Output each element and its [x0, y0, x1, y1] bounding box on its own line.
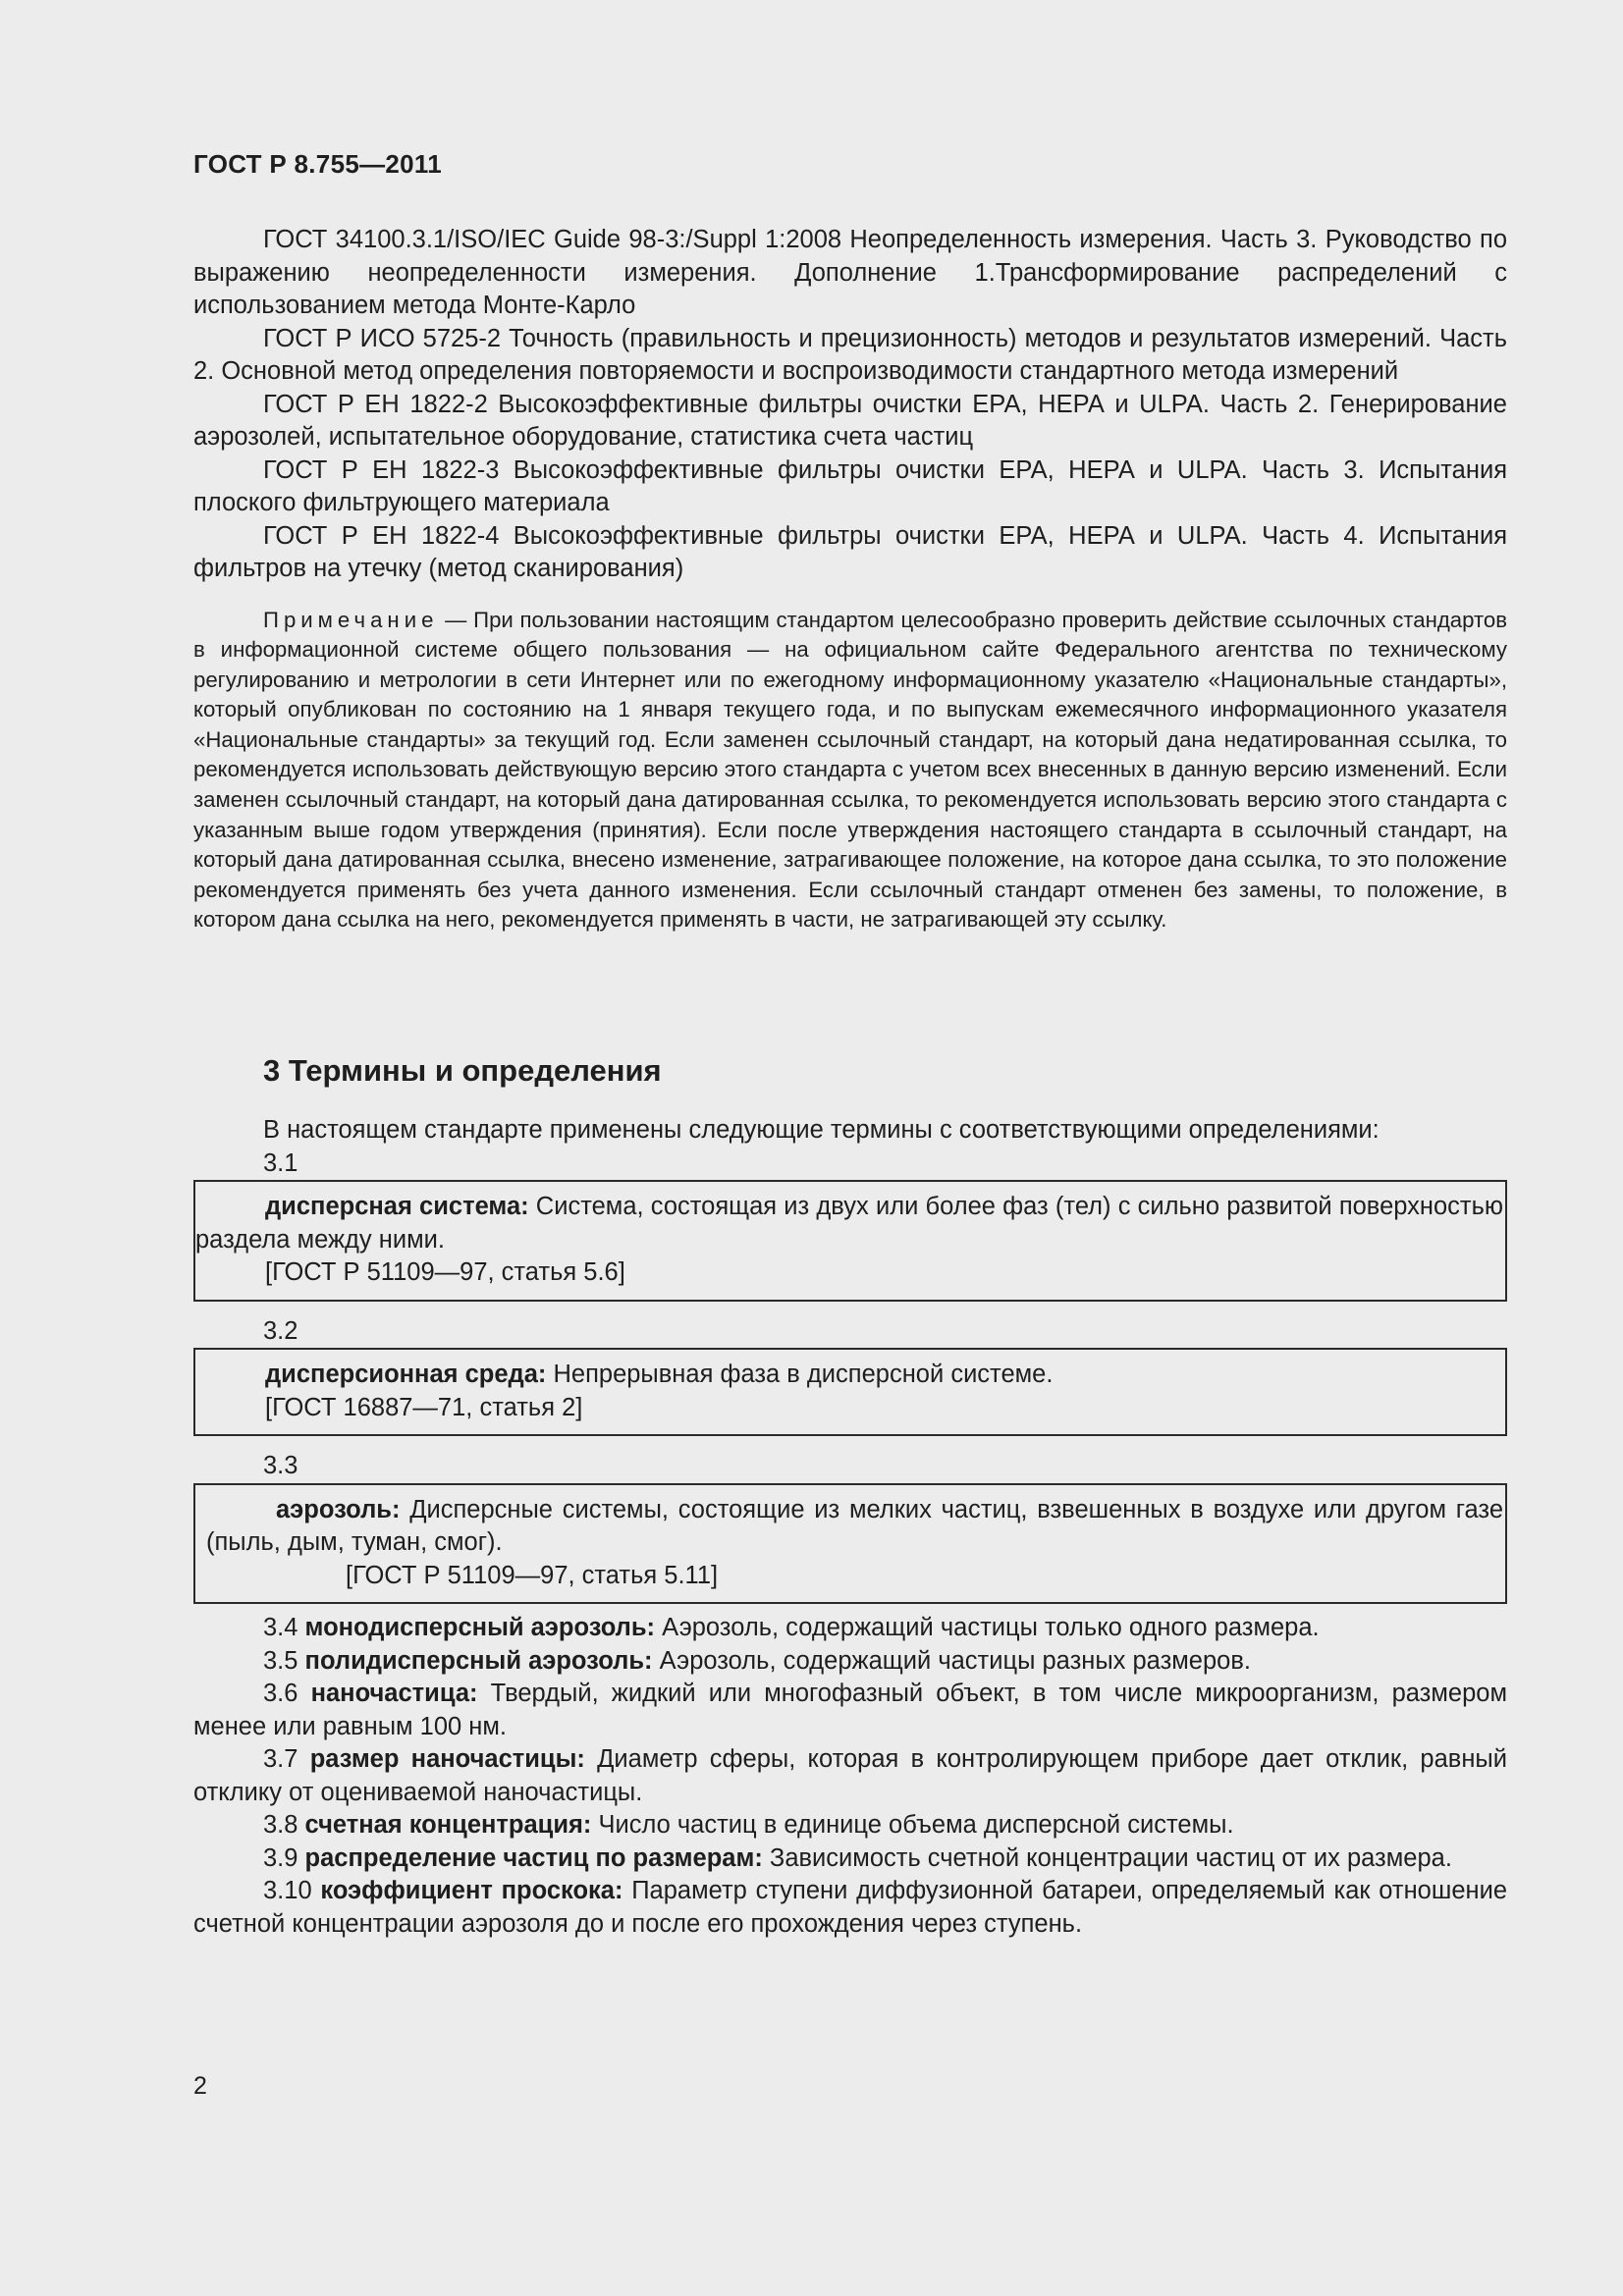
- term-name: коэффициент проскока:: [320, 1877, 623, 1905]
- term-box: [193, 1348, 1507, 1436]
- term-name: наночастица:: [310, 1680, 478, 1708]
- section-intro: В настоящем стандарте применены следующие термины с соответствующими определениями:: [263, 1116, 1380, 1145]
- term-definition: 3.6 наночастица: Твердый, жидкий или многофазный объект, в том числе микроорганизм, размером менее или равным 100 нм.: [193, 1680, 1507, 1740]
- term-name: полидисперсный аэрозоль:: [304, 1646, 653, 1675]
- term-source: [ГОСТ 16887—71, статья 2]: [265, 1393, 583, 1421]
- note-label: Примечание: [263, 607, 439, 632]
- normative-references: [193, 224, 1507, 586]
- term-number: 3.3: [263, 1452, 298, 1480]
- page-content: [193, 224, 1507, 1941]
- term-definition: 3.7 размер наночастицы: Диаметр сферы, которая в контролирующем приборе дает отклик, равный отклику от оцениваемой наночастицы.: [193, 1745, 1507, 1806]
- term-definition: аэрозоль: Дисперсные системы, состоящие из мелких частиц, взвешенных в воздухе или другом газе (пыль, дым, туман, смог).: [206, 1495, 1503, 1557]
- term-definition: 3.8 счетная концентрация: Число частиц в единице объема дисперсной системы.: [263, 1811, 1234, 1840]
- term-name: распределение частиц по размерам:: [304, 1843, 763, 1872]
- reference-item: ГОСТ Р ИСО 5725-2 Точность (правильность и прецизионность) методов и результатов измерений. Часть 2. Основной метод определения повторяемости и воспроизводимости стандартного метода измерений: [193, 324, 1507, 385]
- note-text: — При пользовании настоящим стандартом целесообразно проверить действие ссылочных стандартов в информационной системе общего пользования — на официальном сайте Федерального агентства по техническому регулированию и метрологии в сети Интернет или по ежегодному информационному указателю «Национальные стандарты», который опубликован по состоянию на 1 января текущего года, и по выпускам ежемесячного информационного указателя «Национальные стандарты» за текущий год. Если заменен ссылочный стандарт, на который дана недатированная ссылка, то рекомендуется использовать действующую версию этого стандарта с учетом всех внесенных в данную версию изменений. Если заменен ссылочный стандарт, на который дана датированная ссылка, то рекомендуется использовать версию этого стандарта с указанным выше годом утверждения (принятия). Если после утверждения настоящего стандарта в ссылочный стандарт, на который дана датированная ссылка, внесено изменение, затрагивающее положение, на которое дана ссылка, то это положение рекомендуется применять без учета данного изменения. Если ссылочный стандарт отменен без замены, то положение, в котором дана ссылка на него, рекомендуется применять в части, не затрагивающей эту ссылку.: [193, 607, 1507, 933]
- term-box: [193, 1180, 1507, 1302]
- reference-item: ГОСТ Р ЕН 1822-3 Высокоэффективные фильтры очистки ЕРА, НЕРА и ULPA. Часть 3. Испытания плоского фильтрующего материала: [193, 455, 1507, 516]
- term-source: [ГОСТ Р 51109—97, статья 5.11]: [346, 1561, 719, 1589]
- term-definition: 3.10 коэффициент проскока: Параметр ступени диффузионной батареи, определяемый как отношение счетной концентрации аэрозоля до и после его прохождения через ступень.: [193, 1877, 1508, 1938]
- term-name: монодисперсный аэрозоль:: [304, 1614, 656, 1642]
- reference-item: ГОСТ 34100.3.1/ISO/IEC Guide 98-3:/Suppl 1:2008 Неопределенность измерения. Часть 3. Руководство по выражению неопределенности измерения. Дополнение 1.Трансформирование распределений с использованием метода Монте-Карло: [193, 226, 1507, 319]
- term-name: размер наночастицы:: [309, 1745, 585, 1774]
- term-definition: дисперсионная среда: Непрерывная фаза в дисперсной системе.: [265, 1361, 1054, 1389]
- term-name: дисперсионная среда:: [265, 1361, 547, 1389]
- reference-item: ГОСТ Р ЕН 1822-4 Высокоэффективные фильтры очистки ЕРА, НЕРА и ULPA. Часть 4. Испытания фильтров на утечку (метод сканирования): [193, 521, 1507, 582]
- reference-item: ГОСТ Р ЕН 1822-2 Высокоэффективные фильтры очистки ЕРА, НЕРА и ULPA. Часть 2. Генерирование аэрозолей, испытательное оборудование, статистика счета частиц: [193, 390, 1507, 451]
- term-name: дисперсная система:: [265, 1193, 529, 1221]
- note-paragraph: [193, 606, 1507, 936]
- term-definitions: [193, 1612, 1507, 1941]
- term-name: счетная концентрация:: [304, 1811, 592, 1840]
- term-box: [193, 1483, 1507, 1605]
- term-number: 3.1: [263, 1148, 298, 1177]
- document-header: ГОСТ Р 8.755—2011: [193, 149, 442, 179]
- term-definition: дисперсная система: Система, состоящая из двух или более фаз (тел) с сильно развитой поверхностью раздела между ними.: [195, 1193, 1504, 1254]
- term-definition: 3.5 полидисперсный аэрозоль: Аэрозоль, содержащий частицы разных размеров.: [263, 1646, 1251, 1675]
- section-title: 3 Термины и определения: [263, 1053, 662, 1089]
- page-number: 2: [193, 2072, 207, 2100]
- term-number: 3.2: [263, 1316, 298, 1345]
- term-name: аэрозоль:: [276, 1495, 401, 1523]
- term-definition: 3.4 монодисперсный аэрозоль: Аэрозоль, содержащий частицы только одного размера.: [263, 1614, 1320, 1642]
- term-definition: 3.9 распределение частиц по размерам: Зависимость счетной концентрации частиц от их размера.: [263, 1843, 1452, 1872]
- term-source: [ГОСТ Р 51109—97, статья 5.6]: [265, 1258, 625, 1287]
